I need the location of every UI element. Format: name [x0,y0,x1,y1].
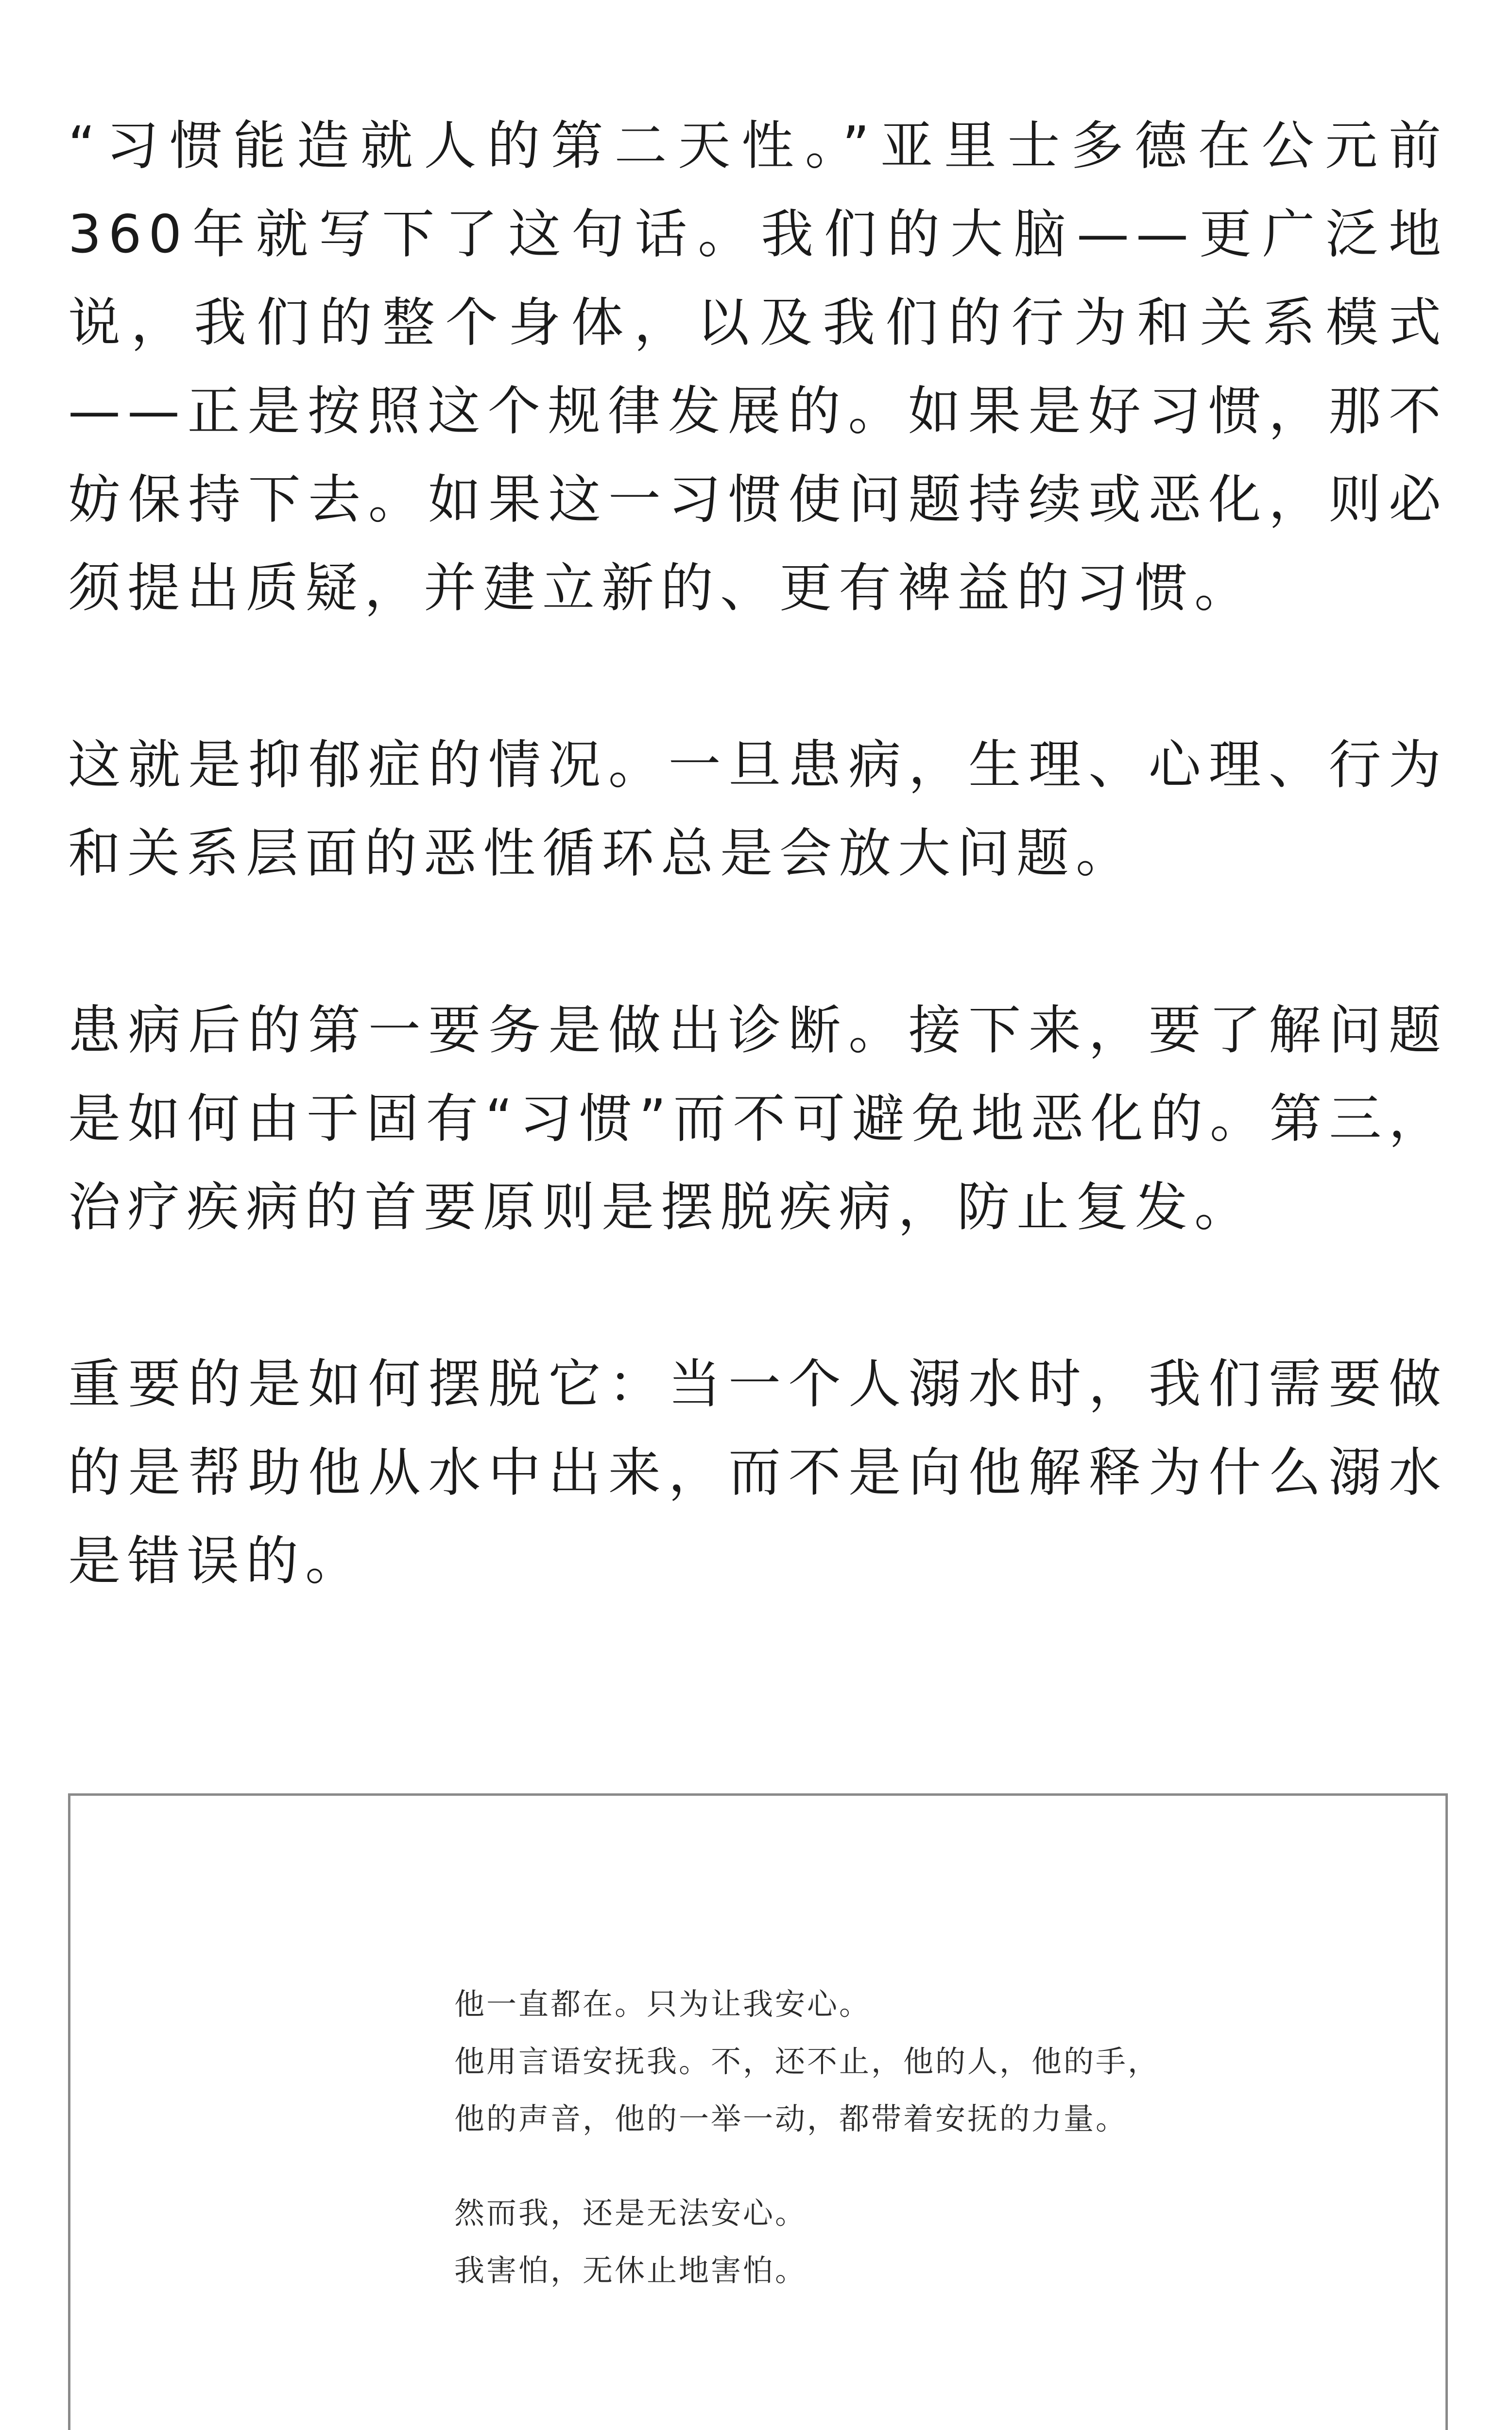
article-body [68,102,1448,1694]
comic-text-block-1 [454,1976,1160,2148]
comic-text-line: 他一直都在。只为让我安心。 [454,1986,872,2022]
comic-text-block-2 [454,2185,807,2299]
comic-text-line: 我害怕，无休止地害怕。 [454,2253,808,2288]
paragraph-diagnosis: 患病后的第一要务是做出诊断。接下来，要了解问题是如何由于固有“习惯”而不可避免地恶化的。第三，治疗疾病的首要原则是摆脱疾病，防止复发。 [68,1000,1448,1238]
comic-text-line: 他用言语安抚我。不，还不止，他的人，他的手， [454,2044,1160,2079]
comic-text-line: 然而我，还是无法安心。 [454,2195,808,2231]
comic-text-line: 他的声音，他的一举一动，都带着安抚的力量。 [454,2101,1128,2136]
paragraph-drowning: 重要的是如何摆脱它：当一个人溺水时，我们需要做的是帮助他从水中出来，而不是向他解释为什么溺水是错误的。 [68,1354,1448,1592]
paragraph-depression: 这就是抑郁症的情况。一旦患病，生理、心理、行为和关系层面的恶性循环总是会放大问题。 [68,735,1448,884]
paragraph-aristotle-habit: “习惯能造就人的第二天性。”亚里士多德在公元前360年就写下了这句话。我们的大脑——更广泛地说，我们的整个身体，以及我们的行为和关系模式——正是按照这个规律发展的。如果是好习惯，那不妨保持下去。如果这一习惯使问题持续或恶化，则必须提出质疑，并建立新的、更有裨益的习惯。 [68,116,1448,619]
comic-page-frame [68,1793,1448,2430]
